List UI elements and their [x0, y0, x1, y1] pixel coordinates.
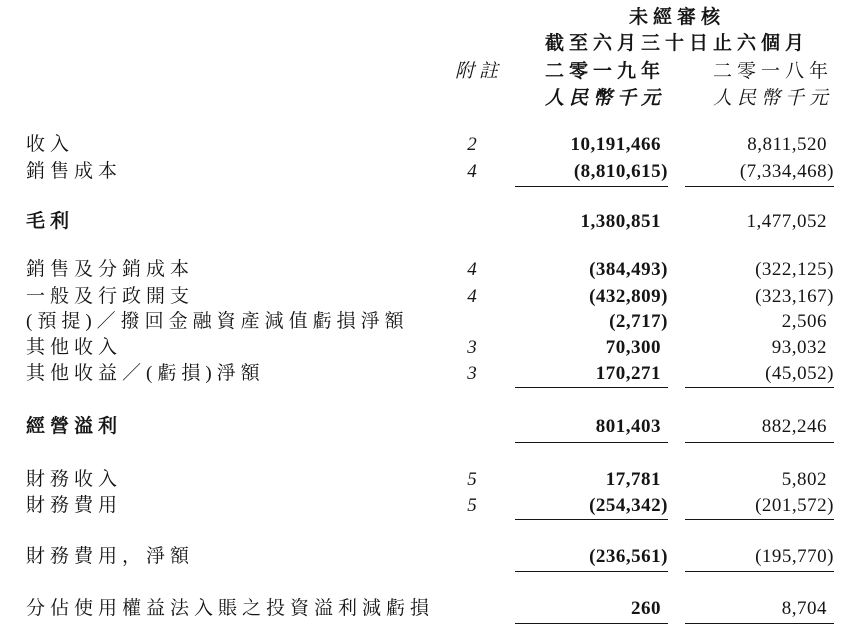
- subtotal-underline: [515, 387, 668, 388]
- row-label: 銷售及分銷成本: [26, 259, 195, 280]
- year-current-header: 二零一九年: [544, 61, 665, 82]
- row-label: 經營溢利: [26, 416, 123, 437]
- amount-current: (8,810,615): [573, 161, 668, 182]
- unit-prior-header: 人民幣千元: [712, 88, 833, 109]
- subtotal-underline: [685, 387, 834, 388]
- table-row: [0, 414, 868, 440]
- amount-current: (254,342): [589, 495, 668, 516]
- header-row-audit: [0, 5, 868, 31]
- amount-prior: 5,802: [781, 469, 827, 490]
- row-label: 財務費用: [26, 495, 123, 516]
- table-row: [0, 361, 868, 387]
- table-row: [0, 257, 868, 283]
- table-row: [0, 467, 868, 493]
- table-row: [0, 335, 868, 361]
- header-row-period: [0, 31, 868, 57]
- amount-prior: (195,770): [755, 546, 834, 567]
- row-label: 銷售成本: [26, 161, 123, 182]
- table-row: [0, 596, 868, 622]
- note-ref: 2: [467, 134, 477, 155]
- table-row: [0, 284, 868, 310]
- amount-current: (2,717): [609, 311, 668, 332]
- table-row: [0, 493, 868, 519]
- subtotal-underline: [685, 442, 834, 443]
- row-label: 一般及行政開支: [26, 286, 195, 307]
- row-label: 毛利: [26, 211, 75, 232]
- row-label: 財務費用，淨額: [26, 546, 195, 567]
- header-row-years: [0, 59, 868, 85]
- amount-prior: 8,704: [781, 598, 827, 619]
- subtotal-underline: [515, 519, 668, 520]
- table-row: [0, 544, 868, 570]
- amount-prior: (45,052): [765, 363, 834, 384]
- amount-current: 17,781: [605, 469, 661, 490]
- period-heading: 截至六月三十日止六個月: [544, 33, 809, 54]
- subtotal-underline: [685, 519, 834, 520]
- amount-current: (236,561): [589, 546, 668, 567]
- subtotal-underline: [515, 442, 668, 443]
- year-prior-header: 二零一八年: [712, 61, 833, 82]
- amount-current: (384,493): [589, 259, 668, 280]
- amount-current: 260: [631, 598, 661, 619]
- note-ref: 3: [467, 337, 477, 358]
- amount-prior: (7,334,468): [739, 161, 834, 182]
- amount-prior: 1,477,052: [746, 211, 827, 232]
- audit-status-heading: 未經審核: [628, 7, 725, 28]
- amount-prior: (322,125): [755, 259, 834, 280]
- row-label: (預提)／撥回金融資產減值虧損淨額: [26, 311, 409, 332]
- note-ref: 3: [467, 363, 477, 384]
- note-ref: 4: [467, 259, 477, 280]
- amount-prior: 8,811,520: [747, 134, 827, 155]
- amount-current: 801,403: [595, 416, 661, 437]
- subtotal-underline: [515, 186, 668, 187]
- note-ref: 4: [467, 161, 477, 182]
- row-label: 其他收入: [26, 337, 123, 358]
- note-ref: 4: [467, 286, 477, 307]
- amount-prior: 2,506: [781, 311, 827, 332]
- subtotal-underline: [685, 571, 834, 572]
- amount-current: 170,271: [595, 363, 661, 384]
- note-ref: 5: [467, 469, 477, 490]
- amount-current: 70,300: [605, 337, 661, 358]
- row-label: 財務收入: [26, 469, 123, 490]
- subtotal-underline: [685, 186, 834, 187]
- table-row: [0, 309, 868, 335]
- amount-current: 1,380,851: [580, 211, 661, 232]
- amount-prior: (323,167): [755, 286, 834, 307]
- note-ref: 5: [467, 495, 477, 516]
- amount-prior: 882,246: [761, 416, 827, 437]
- table-row: [0, 209, 868, 235]
- amount-current: 10,191,466: [570, 134, 661, 155]
- table-row: [0, 132, 868, 158]
- subtotal-underline: [515, 623, 668, 624]
- unit-current-header: 人民幣千元: [544, 88, 665, 109]
- header-row-units: [0, 86, 868, 112]
- row-label: 收入: [26, 134, 75, 155]
- note-column-header: 附註: [455, 61, 504, 82]
- row-label: 分佔使用權益法入賬之投資溢利減虧損: [26, 598, 435, 619]
- row-label: 其他收益／(虧損)淨額: [26, 363, 265, 384]
- amount-prior: (201,572): [755, 495, 834, 516]
- subtotal-underline: [515, 571, 668, 572]
- subtotal-underline: [685, 623, 834, 624]
- table-row: [0, 159, 868, 185]
- amount-prior: 93,032: [771, 337, 827, 358]
- amount-current: (432,809): [589, 286, 668, 307]
